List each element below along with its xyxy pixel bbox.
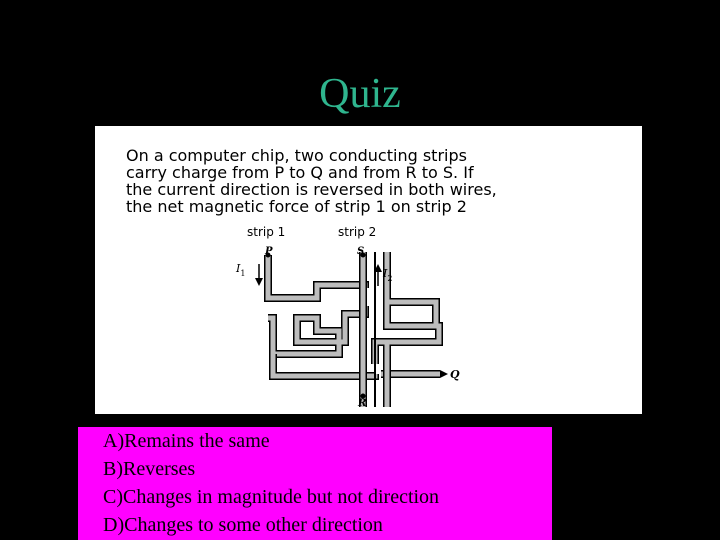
strip-2-label: strip 2 — [338, 225, 377, 239]
question-figure — [95, 126, 642, 414]
current-1-arrow — [255, 264, 263, 286]
answer-option-c[interactable]: C)Changes in magnitude but not direction — [103, 486, 440, 508]
current-2-label: $I_2$ — [383, 267, 393, 283]
circuit-diagram — [95, 126, 642, 414]
question-line: On a computer chip, two conducting strips — [126, 146, 467, 165]
slide-title: Quiz — [319, 71, 401, 117]
point-p-label: P — [265, 246, 273, 257]
point-q-label: Q — [450, 368, 460, 381]
current-1-label: $I_1$ — [236, 262, 246, 278]
question-line: the current direction is reversed in both wires, — [126, 180, 497, 199]
question-line: the net magnetic force of strip 1 on strip 2 — [126, 197, 467, 216]
strip-1-label: strip 1 — [247, 225, 286, 239]
answer-option-a[interactable]: A)Remains the same — [103, 430, 270, 452]
strip-2 — [363, 252, 439, 407]
question-line: carry charge from P to Q and from R to S. If — [126, 163, 474, 182]
answer-box — [78, 427, 552, 540]
point-s-label: S — [357, 246, 365, 257]
strip-1 — [268, 255, 448, 378]
answer-option-d[interactable]: D)Changes to some other direction — [103, 514, 383, 536]
point-r-label: R — [358, 398, 367, 409]
answer-option-b[interactable]: B)Reverses — [103, 458, 196, 480]
